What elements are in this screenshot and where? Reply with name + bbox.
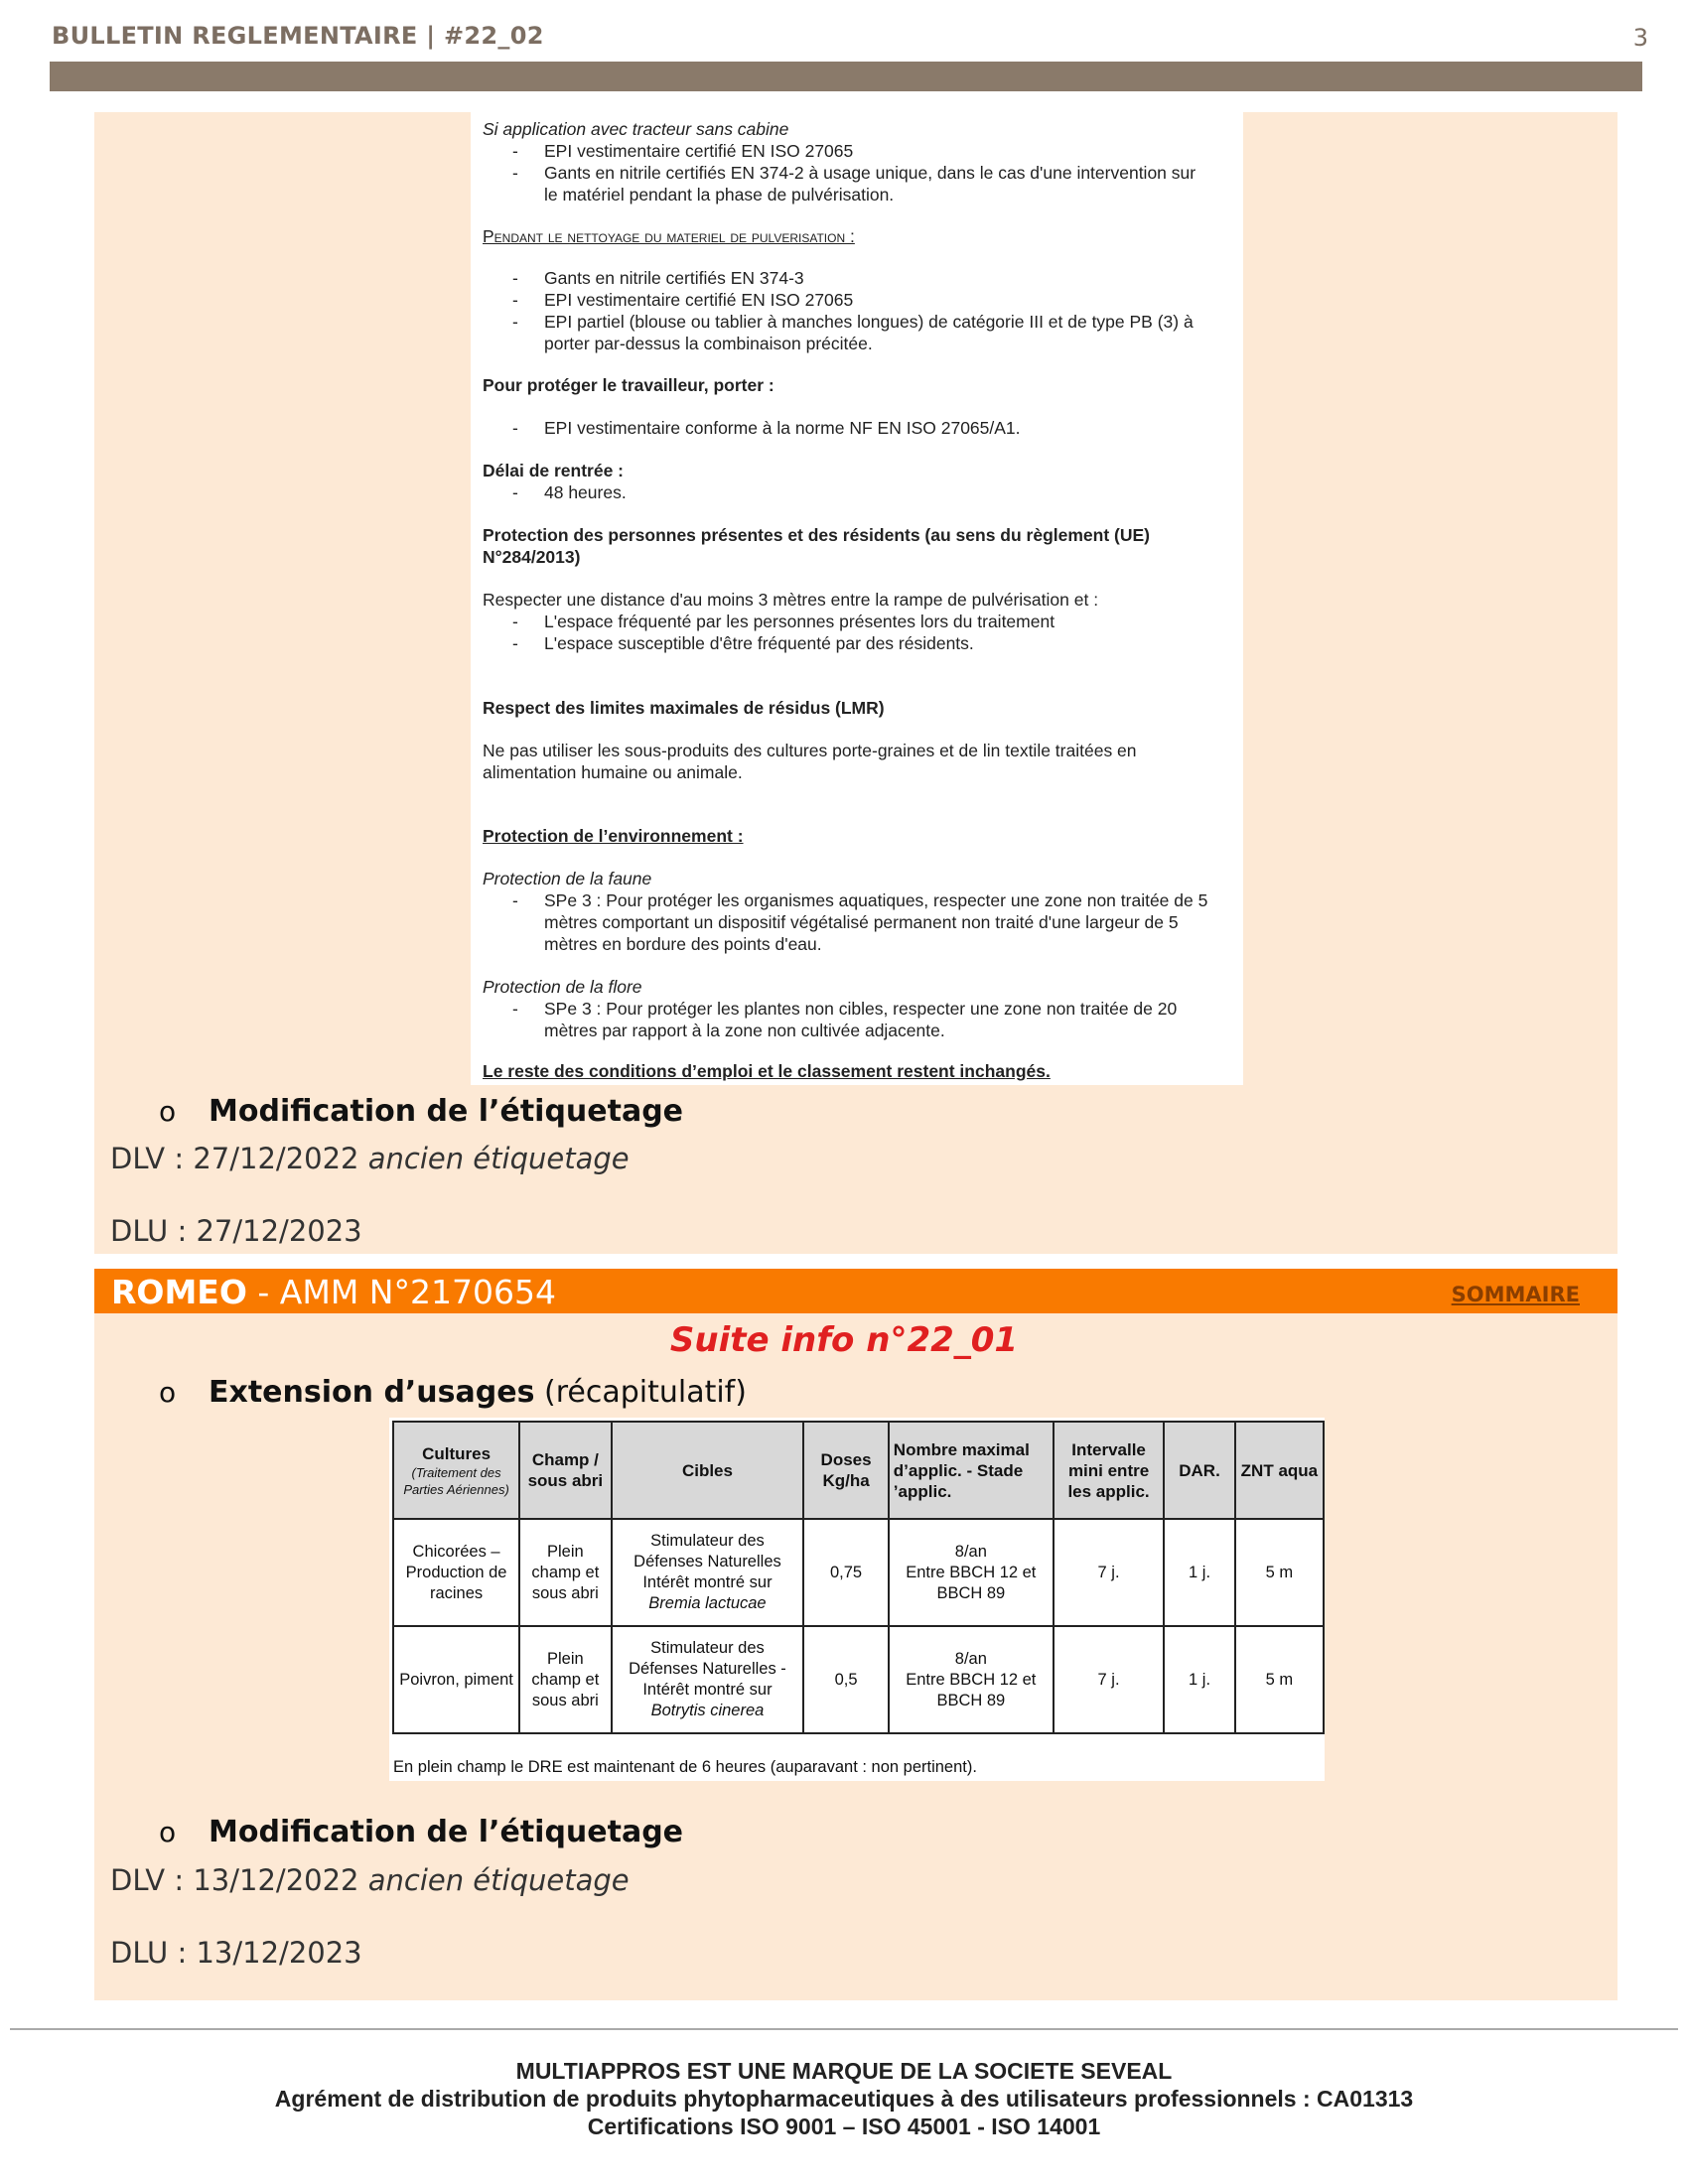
list-item: - EPI partiel (blouse ou tablier à manches longues) de catégorie III et de type PB (3) à porter par-dessus la combinaison précitée. (483, 311, 1213, 354)
cell-cible (612, 1519, 804, 1626)
product-name: ROMEO (111, 1273, 247, 1311)
list-item: - 48 heures. (483, 481, 1213, 503)
table-note: En plein champ le DRE est maintenant de 6 heures (auparavant : non pertinent). (393, 1758, 977, 1776)
section-heading: Extension d’usages (209, 1375, 535, 1410)
cell-nombre-stade: Entre BBCH 12 et BBCH 89 (906, 1563, 1037, 1602)
table-row (393, 1626, 1324, 1733)
product-title (111, 1273, 556, 1311)
col-cibles: Cibles (612, 1422, 804, 1519)
cell-intervalle: 7 j. (1054, 1626, 1164, 1733)
footer-brand: MULTIAPPROS EST UNE MARQUE DE LA SOCIETE SEVEAL (515, 2058, 1173, 2084)
footer-certifications: Certifications ISO 9001 – ISO 45001 - ISO 14001 (587, 2114, 1101, 2139)
section-heading-suffix: (récapitulatif) (534, 1375, 747, 1410)
dlv-line (110, 1142, 630, 1175)
lmr-text: Ne pas utiliser les sous-produits des cultures porte-graines et de lin textile traitées en alimentation humaine ou animale. (483, 741, 1137, 782)
dlv-label: DLV : 13/12/2022 (110, 1863, 368, 1897)
extension-usages-heading (159, 1375, 747, 1410)
cell-cible-species: Bremia lactucae (648, 1594, 767, 1612)
cell-cible-text: Stimulateur des Défenses Naturelles Intérêt montré sur (633, 1532, 781, 1591)
dlv-label: DLV : 27/12/2022 (110, 1142, 368, 1175)
faune-heading: Protection de la faune (483, 869, 652, 888)
bullet-circle-icon: o (159, 1816, 177, 1848)
footer-divider (10, 2028, 1678, 2030)
list-item: - L'espace susceptible d'être fréquenté par des résidents. (483, 632, 1213, 654)
cell-nombre-freq: 8/an (954, 1542, 987, 1561)
dlu-line: DLU : 27/12/2023 (110, 1214, 362, 1248)
col-champ: Champ / sous abri (519, 1422, 611, 1519)
list-item: - L'espace fréquenté par les personnes présentes lors du traitement (483, 611, 1213, 632)
cell-dose: 0,75 (803, 1519, 888, 1626)
suite-info: Suite info n°22_01 (669, 1320, 1019, 1360)
sommaire-link[interactable]: SOMMAIRE (1451, 1283, 1580, 1306)
modification-etiquetage-heading (159, 1815, 683, 1849)
tracteur-list (483, 140, 1213, 205)
list-item: - EPI vestimentaire certifié EN ISO 27065 (483, 289, 1213, 311)
cell-culture: Chicorées – Production de racines (393, 1519, 519, 1626)
footer-agrement: Agrément de distribution de produits phytopharmaceutiques à des utilisateurs professionnels : CA01313 (274, 2086, 1414, 2112)
col-znt: ZNT aqua (1235, 1422, 1324, 1519)
table-row (393, 1519, 1324, 1626)
col-dar: DAR. (1164, 1422, 1235, 1519)
flore-heading: Protection de la flore (483, 977, 642, 997)
col-cultures-sub: (Traitement des Parties Aériennes) (403, 1464, 509, 1497)
cell-cible-text: Stimulateur des Défenses Naturelles - Intérêt montré sur (629, 1639, 786, 1699)
cell-cible-species: Botrytis cinerea (650, 1702, 765, 1719)
cell-nombre (889, 1519, 1054, 1626)
usage-table-scan (389, 1418, 1325, 1781)
list-item: - SPe 3 : Pour protéger les plantes non cibles, respecter une zone non traitée de 20 mètres par rapport à la zone non cultivée adjacente. (483, 998, 1213, 1041)
col-doses: Doses Kg/ha (803, 1422, 888, 1519)
flore-list (483, 998, 1213, 1041)
list-item: - Gants en nitrile certifiés EN 374-2 à usage unique, dans le cas d'une intervention sur le matériel pendant la phase de pulvérisation. (483, 162, 1213, 205)
delai-list (483, 481, 1213, 503)
protection-text: Respecter une distance d'au moins 3 mètres entre la rampe de pulvérisation et : (483, 590, 1099, 610)
col-cultures (393, 1422, 519, 1519)
section-heading: Modification de l’étiquetage (209, 1815, 684, 1849)
col-cultures-label: Cultures (422, 1443, 492, 1463)
dlu-line: DLU : 13/12/2023 (110, 1936, 362, 1970)
cell-nombre-freq: 8/an (954, 1649, 987, 1668)
header-bar (50, 62, 1642, 91)
cell-intervalle: 7 j. (1054, 1519, 1164, 1626)
cell-dar: 1 j. (1164, 1626, 1235, 1733)
travailleur-list (483, 417, 1213, 439)
section-heading: Modification de l’étiquetage (209, 1094, 684, 1129)
dlv-note: ancien étiquetage (367, 1863, 630, 1897)
cell-dose: 0,5 (803, 1626, 888, 1733)
cell-dar: 1 j. (1164, 1519, 1235, 1626)
usage-table (392, 1421, 1325, 1734)
bullet-circle-icon: o (159, 1376, 177, 1409)
col-nombre: Nombre maximal d’applic. - Stade ’applic. (889, 1422, 1054, 1519)
scanned-document-excerpt (471, 112, 1243, 1085)
product-amm: - AMM N°2170654 (246, 1273, 556, 1311)
tracteur-heading: Si application avec tracteur sans cabine (483, 119, 789, 139)
col-intervalle: Intervalle mini entre les applic. (1054, 1422, 1164, 1519)
nettoyage-heading: Pendant le nettoyage du materiel de pulverisation : (483, 226, 855, 246)
reste-conditions: Le reste des conditions d’emploi et le classement restent inchangés. (483, 1061, 1051, 1081)
table-header-row (393, 1422, 1324, 1519)
protection-heading: Protection des personnes présentes et des résidents (au sens du règlement (UE) N°284/2013) (483, 525, 1150, 567)
lmr-heading: Respect des limites maximales de résidus (LMR) (483, 698, 885, 718)
cell-champ: Plein champ et sous abri (519, 1519, 611, 1626)
cell-cible (612, 1626, 804, 1733)
list-item: - EPI vestimentaire conforme à la norme NF EN ISO 27065/A1. (483, 417, 1213, 439)
dlv-line (110, 1863, 630, 1897)
cell-znt: 5 m (1235, 1626, 1324, 1733)
dlv-note: ancien étiquetage (367, 1142, 630, 1175)
modification-etiquetage-heading (159, 1094, 683, 1129)
nettoyage-list (483, 267, 1213, 354)
list-item: - SPe 3 : Pour protéger les organismes aquatiques, respecter une zone non traitée de 5 mètres comportant un dispositif végétalisé permanent non traité d'une largeur de 5 mètres en bordure des points d'eau. (483, 889, 1213, 955)
cell-champ: Plein champ et sous abri (519, 1626, 611, 1733)
page-number: 3 (1632, 24, 1648, 52)
bulletin-title: BULLETIN REGLEMENTAIRE | #22_02 (52, 22, 544, 50)
product-bar (94, 1269, 1618, 1316)
cell-znt: 5 m (1235, 1519, 1324, 1626)
list-item: - EPI vestimentaire certifié EN ISO 27065 (483, 140, 1213, 162)
delai-heading: Délai de rentrée : (483, 461, 624, 480)
environnement-heading: Protection de l’environnement : (483, 826, 744, 846)
list-item: - Gants en nitrile certifiés EN 374-3 (483, 267, 1213, 289)
cell-nombre (889, 1626, 1054, 1733)
cell-culture: Poivron, piment (393, 1626, 519, 1733)
cell-nombre-stade: Entre BBCH 12 et BBCH 89 (906, 1670, 1037, 1709)
protection-list (483, 611, 1213, 654)
faune-list (483, 889, 1213, 955)
travailleur-heading: Pour protéger le travailleur, porter : (483, 375, 774, 395)
bullet-circle-icon: o (159, 1095, 177, 1128)
